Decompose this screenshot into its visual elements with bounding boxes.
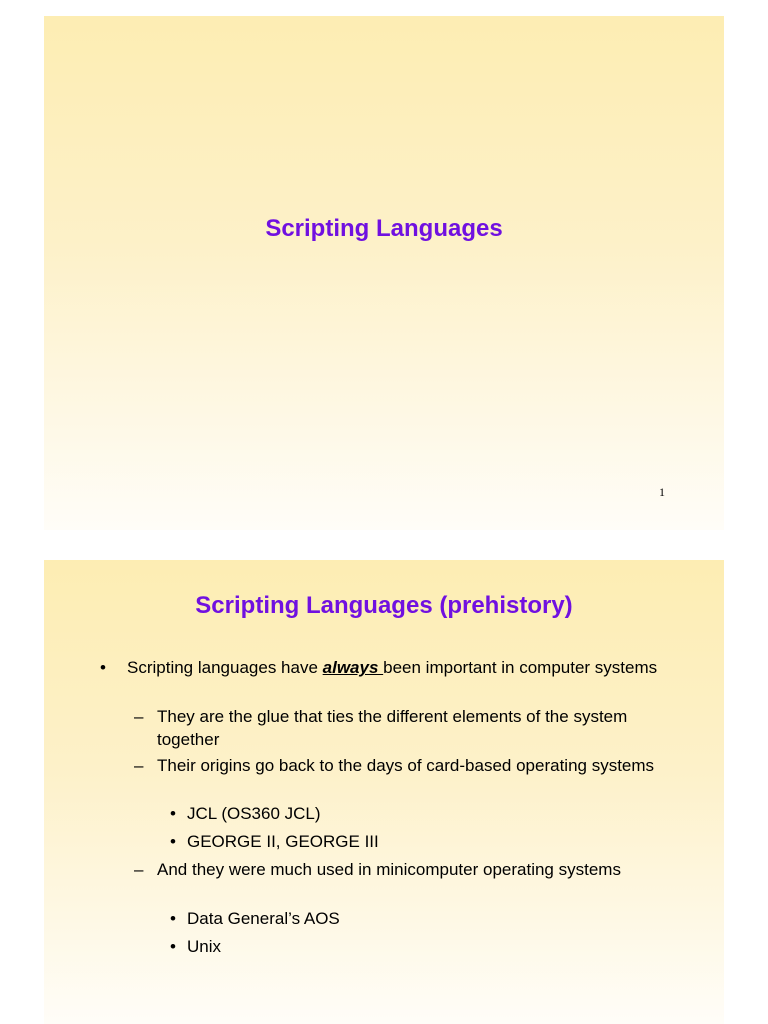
sub-sub-bullet-text: Unix: [187, 937, 222, 956]
bullet-text: [127, 656, 667, 679]
bullet-marker: •: [170, 909, 176, 928]
sub-sub-bullet-text: JCL (OS360 JCL): [187, 804, 321, 823]
emphasis-text: always: [322, 658, 384, 677]
dash-marker: –: [134, 707, 144, 726]
bullet-marker: •: [170, 832, 176, 851]
sub-sub-bullet-text: GEORGE II, GEORGE III: [187, 832, 379, 851]
bullet-text-part: been important in computer systems: [383, 658, 658, 677]
bullet-marker: •: [170, 937, 176, 956]
sub-bullet-text: Their origins go back to the days of card-based operating systems: [157, 756, 655, 775]
content-slide: [44, 560, 724, 1024]
slide-title: Scripting Languages: [265, 215, 503, 242]
sub-bullet-text: And they were much used in minicomputer operating systems: [157, 860, 621, 879]
bullet-marker: •: [170, 804, 176, 823]
sub-bullet-text: They are the glue that ties the different elements of the system together: [157, 707, 628, 749]
sub-sub-bullet-text: Data General’s AOS: [187, 909, 340, 928]
page-number: 1: [659, 485, 665, 499]
dash-marker: –: [134, 756, 144, 775]
slide-title: Scripting Languages (prehistory): [195, 592, 573, 619]
title-slide: [44, 16, 724, 530]
dash-marker: –: [134, 860, 144, 879]
bullet-text-part: Scripting languages have: [127, 658, 323, 677]
bullet-marker: •: [100, 658, 106, 677]
